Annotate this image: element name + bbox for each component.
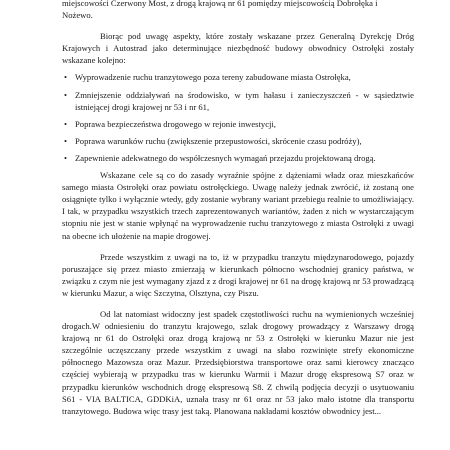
document-body <box>62 0 414 417</box>
paragraph-international-transit: Przede wszystkim z uwagi na to, iż w przypadku tranzytu międzynarodowego, pojazdy poruszające się przez miasto zmierzają w kierunkach północno wschodniej granicy państwa, w związku z czym nie jest wymagany zjazd z z drogi krajowej nr 61 na drogę krajową nr 53 prowadzącą w kierunku Mazur, a więc Szczytna, Olsztyna, czy Piszu. <box>62 251 414 298</box>
bullet-item: • Poprawa bezpieczeństwa drogowego w rejonie inwestycji, <box>62 118 414 130</box>
bullet-item: • Poprawa warunków ruchu (zwiększenie przepustowości, skrócenie czasu podróży), <box>62 135 414 147</box>
cut-off-top-line-end: Nożewo. <box>62 10 93 21</box>
bullet-item: • Zapewnienie adekwatnego do współczesnych wymagań przejazdu projektowaną drogą. <box>62 152 414 164</box>
cut-off-top-line: miejscowości Czerwony Most, z drogą krajową nr 61 pomiędzy miejscowością Dobrołęka i <box>62 0 378 8</box>
paragraph-goals-consistency: Wskazane cele są co do zasady wyraźnie spójne z dążeniami władz oraz mieszkańców samego miasta Ostrołęki oraz powiatu ostrołęckiego. Uwagę należy jednak zwrócić, iż zostaną one osiągnięte tylko i wyłącznie wtedy, gdy zostanie wybrany wariant przebiegu realnie to umożliwiający. I tak, w przypadku wszystkich trzech zaprezentowanych wariantów, żaden z nich w wystarczającym stopniu nie jest w stanie wpłynąć na wyprowadzenie ruchu tranzytowego z miasta Ostrołęki z uwagi na obecne ich ułożenie na mapie drogowej. <box>62 170 414 241</box>
goals-bullet-list <box>62 71 414 164</box>
paragraph-traffic-decline: Od lat natomiast widoczny jest spadek częstotliwości ruchu na wymienionych wcześniej drogach.W odniesieniu do tranzytu krajowego, szlak drogowy prowadzący z Warszawy drogą krajową nr 61 do Ostrołęki oraz drogą krajową nr 53 z Ostrołęki w kierunku Mazur nie jest szczególnie uczęszczany przede wszystkim z uwagi na słabo rozwinięte strefy ekonomiczne północnego Mazowsza oraz Mazur. Przedsiębiorstwa transportowe oraz sami kierowcy znacząco częściej wybierają w przypadku tras w kierunku Warmii i Mazur drogę ekspresową S7 oraz w przypadku kierunków wschodnich drogę ekspresową S8. Z chwilą podjęcia decyzji o usytuowaniu S61 - VIA BALTICA, GDDKiA, uznała trasy nr 61 oraz nr 53 jako mało istotne dla transportu tranzytowego. Budowa więc trasy jest taką. Planowana nakładami kosztów obwodnicy jest... <box>62 308 414 416</box>
bullet-item: • Wyprowadzenie ruchu tranzytowego poza tereny zabudowane miasta Ostrołęka, <box>62 71 414 83</box>
bullet-item: • Zmniejszenie oddziaływań na środowisko, w tym hałasu i zanieczyszczeń - w sąsiedztwie istniejącej drogi krajowej nr 53 i nr 61, <box>62 89 414 113</box>
paragraph-aspects-intro: Biorąc pod uwagę aspekty, które zostały wskazane przez Generalną Dyrekcję Dróg Krajowych i Autostrad jako determinujące niezbędność budowy obwodnicy Ostrołęki zostały wskazane kolejno: <box>62 31 414 66</box>
